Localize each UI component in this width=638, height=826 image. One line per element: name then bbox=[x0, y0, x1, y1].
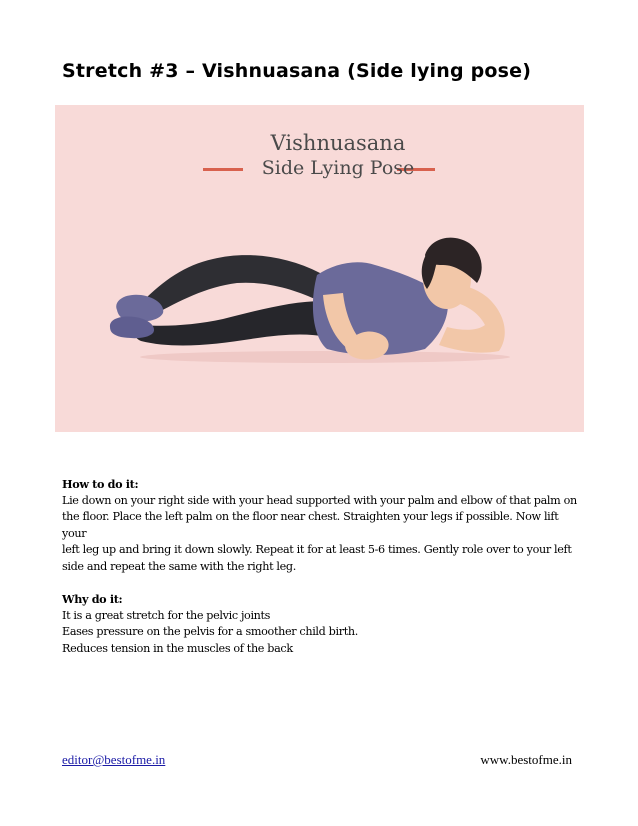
footer-website: www.bestofme.in bbox=[480, 752, 572, 767]
floor-shadow bbox=[140, 351, 510, 363]
why-line: Eases pressure on the pelvis for a smoother child birth. bbox=[62, 625, 358, 638]
pose-illustration bbox=[55, 105, 584, 432]
how-heading: How to do it: bbox=[62, 477, 139, 491]
why-heading: Why do it: bbox=[62, 592, 123, 606]
figure-heading: Vishnuasana bbox=[270, 131, 406, 155]
how-line: Lie down on your right side with your head supported with your palm and elbow of that palm on bbox=[62, 493, 577, 507]
page-title: Stretch #3 – Vishnuasana (Side lying pose) bbox=[62, 60, 532, 82]
figure-subheading: Side Lying Pose bbox=[261, 157, 415, 179]
how-line: left leg up and bring it down slowly. Repeat it for at least 5-6 times. Gently role over to your left bbox=[62, 543, 572, 556]
why-line: It is a great stretch for the pelvic joints bbox=[62, 608, 271, 622]
why-line: Reduces tension in the muscles of the back bbox=[62, 641, 293, 655]
how-line: the floor. Place the left palm on the floor near chest. Straighten your legs if possible. Now lift your bbox=[62, 510, 559, 540]
footer-email-link[interactable]: editor@bestofme.in bbox=[62, 752, 166, 767]
how-line: side and repeat the same with the right leg. bbox=[62, 559, 296, 573]
stretch-content bbox=[62, 476, 582, 657]
